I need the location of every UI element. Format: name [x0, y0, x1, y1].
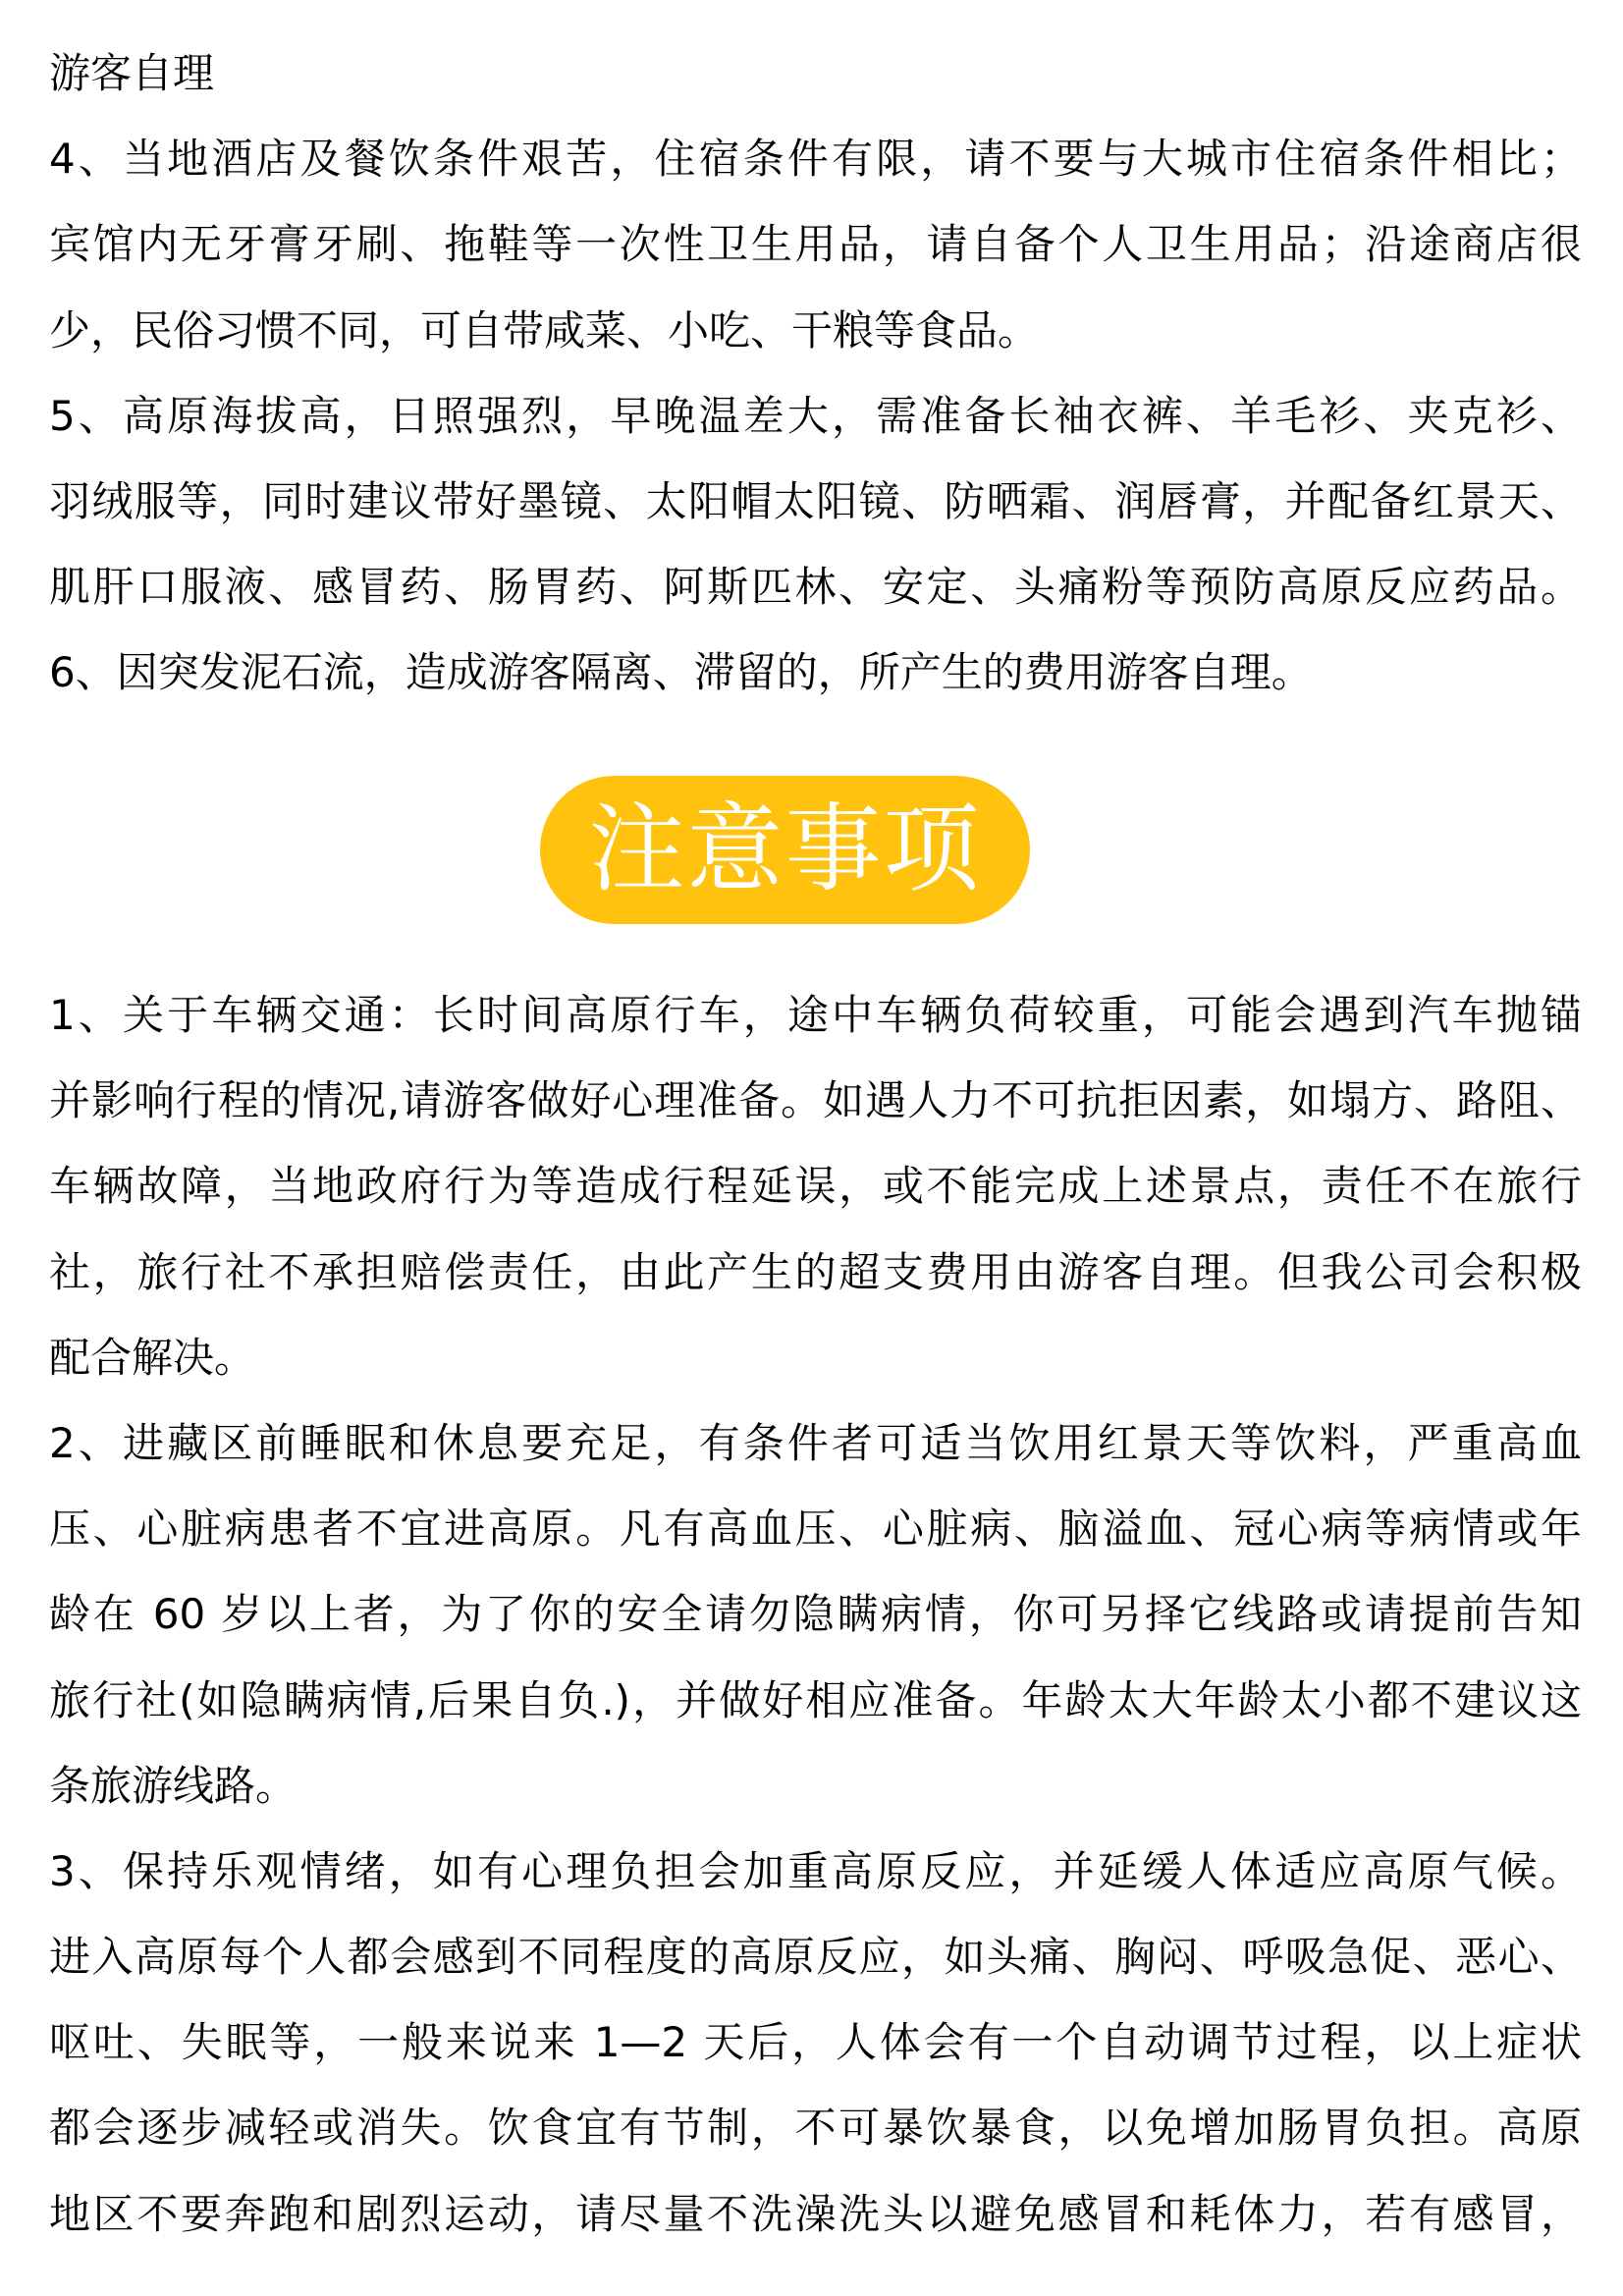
text-line: 4、当地酒店及餐饮条件艰苦，住宿条件有限，请不要与大城市住宿条件相比；: [49, 135, 1582, 184]
text-line: 宾馆内无牙膏牙刷、拖鞋等一次性卫生用品，请自备个人卫生用品；沿途商店很: [49, 220, 1582, 269]
text-line: 呕吐、失眠等，一般来说来 1—2 天后，人体会有一个自动调节过程，以上症状: [49, 2018, 1582, 2067]
text-line: 进入高原每个人都会感到不同程度的高原反应，如头痛、胸闷、呼吸急促、恶心、: [49, 1933, 1582, 1982]
text-line: 1、关于车辆交通：长时间高原行车，途中车辆负荷较重，可能会遇到汽车抛锚: [49, 991, 1582, 1039]
notice-item-2: [49, 1400, 1582, 1829]
text-line: 6、因突发泥石流，造成游客隔离、滞留的，所产生的费用游客自理。: [49, 648, 1313, 697]
note-item-6: [49, 629, 1582, 715]
text-line: 肌肝口服液、感冒药、肠胃药、阿斯匹林、安定、头痛粉等预防高原反应药品。: [49, 563, 1582, 612]
text-line: 都会逐步减轻或消失。饮食宜有节制，不可暴饮暴食，以免增加肠胃负担。高原: [49, 2104, 1582, 2153]
text-line: 并影响行程的情况,请游客做好心理准备。如遇人力不可抗拒因素，如塌方、路阻、: [49, 1076, 1582, 1125]
text-line: 社，旅行社不承担赔偿责任，由此产生的超支费用由游客自理。但我公司会积极: [49, 1247, 1582, 1296]
text-line: 2、进藏区前睡眠和休息要充足，有条件者可适当饮用红景天等饮料，严重高血: [49, 1418, 1582, 1467]
text-line: 地区不要奔跑和剧烈运动，请尽量不洗澡洗头以避免感冒和耗体力，若有感冒，: [49, 2189, 1582, 2238]
note-item-5: [49, 373, 1582, 630]
section-heading: 注意事项: [588, 793, 982, 905]
text-line: 龄在 60 岁以上者，为了你的安全请勿隐瞒病情，你可另择它线路或请提前告知: [49, 1590, 1582, 1639]
notice-item-1: [49, 972, 1582, 1400]
text-line: 5、高原海拔高，日照强烈，早晚温差大，需准备长袖衣裤、羊毛衫、夹克衫、: [49, 391, 1582, 440]
note-item-4: [49, 116, 1582, 373]
text-line: 条旅游线路。: [49, 1761, 298, 1810]
section-heading-badge: [540, 776, 1030, 924]
top-notes-section: [49, 30, 1582, 716]
notice-section: [49, 972, 1582, 2257]
notice-item-3: [49, 1829, 1582, 2257]
text-line: 少，民俗习惯不同，可自带咸菜、小吃、干粮等食品。: [49, 305, 1040, 355]
text-line: 车辆故障，当地政府行为等造成行程延误，或不能完成上述景点，责任不在旅行: [49, 1162, 1582, 1211]
note-item-continuation: [49, 30, 1582, 116]
text-line: 羽绒服等，同时建议带好墨镜、太阳帽太阳镜、防晒霜、润唇膏，并配备红景天、: [49, 476, 1582, 525]
text-line: 3、保持乐观情绪，如有心理负担会加重高原反应，并延缓人体适应高原气候。: [49, 1846, 1582, 1895]
text-line: 旅行社(如隐瞒病情,后果自负.)，并做好相应准备。年龄太大年龄太小都不建议这: [49, 1675, 1582, 1724]
text-line: 游客自理: [49, 49, 215, 97]
text-line: 压、心脏病患者不宜进高原。凡有高血压、心脏病、脑溢血、冠心病等病情或年: [49, 1504, 1582, 1554]
text-line: 配合解决。: [49, 1333, 256, 1382]
